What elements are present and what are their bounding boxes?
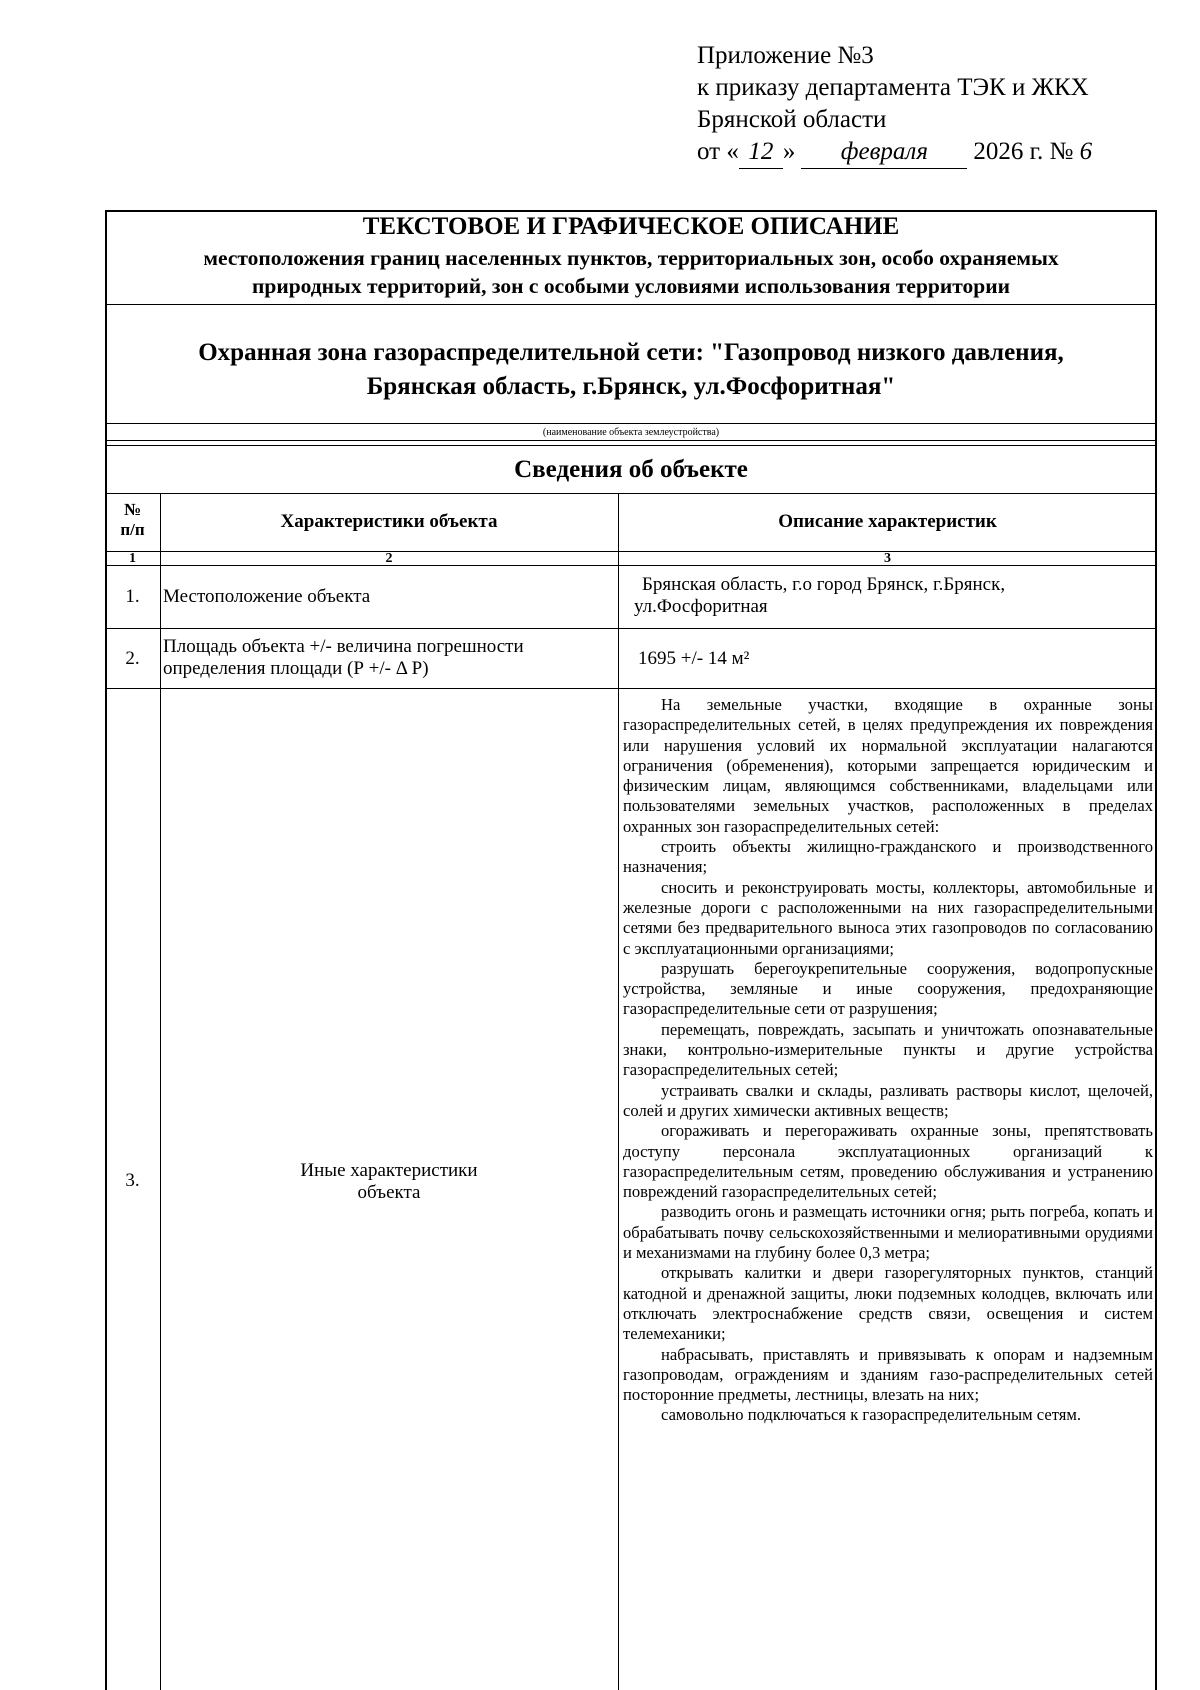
document-subtitle	[105, 244, 1157, 300]
row-2-characteristic	[163, 636, 613, 680]
row-3-characteristic-line-1: Иные характеристики	[300, 1160, 478, 1181]
row-3-characteristic	[160, 1160, 618, 1204]
table-col-divider-1	[160, 493, 161, 1690]
index-cell: 2	[385, 551, 393, 566]
description-paragraph: открывать калитки и двери газорегуляторных пунктов, станций катодной и дренажной защиты, люки подземных колодцев, включать или отключать электроснабжение средств связи, освещения и систем телемеханики;	[623, 1263, 1153, 1344]
object-name	[105, 336, 1157, 404]
date-month: февраля	[801, 136, 967, 169]
date-mid: »	[782, 138, 796, 165]
row-3-characteristic-line-2: объекта	[357, 1182, 421, 1203]
subtitle-line-1: местоположения границ населенных пунктов, территориальных зон, особо охраняемых	[203, 246, 1059, 270]
index-cell: 3	[884, 551, 891, 566]
divider	[105, 423, 1157, 424]
row-1-description-line-1: Брянская область, г.о город Брянск, г.Брянск,	[642, 574, 1006, 595]
row-2-description: 1695 +/- 14 м²	[638, 648, 750, 669]
table-row-divider	[105, 688, 1157, 689]
row-1-description-line-2: ул.Фосфоритная	[634, 596, 768, 617]
divider	[105, 440, 1157, 441]
object-name-line-1: Охранная зона газораспределительной сети: "Газопровод низкого давления,	[198, 339, 1064, 366]
col-num-header-line-2: п/п	[120, 520, 145, 539]
subtitle-line-2: природных территорий, зон с особыми условиями использования территории	[251, 274, 1011, 298]
appendix-block	[697, 40, 1092, 169]
description-paragraph: На земельные участки, входящие в охранные зоны газораспределительных сетей, в целях предупреждения их повреждения или нарушения условий их нормальной эксплуатации налагаются ограничения (обременения), которыми запрещается юридическим и физическим лицам, являющимся собственниками, владельцами или пользователями земельных участков, расположенных в пределах охранных зон газораспределительных сетей:	[623, 695, 1153, 836]
description-paragraph: разрушать берегоукрепительные сооружения, водопропускные устройства, земляные и иные сооружения, предохраняющие газораспределительные сети от разрушения;	[623, 958, 1153, 1019]
description-paragraph: набрасывать, приставлять и привязывать к опорам и надземным газопроводам, ограждениям и зданиям газо-распределительных сетей посторонние предметы, лестницы, влезать на них;	[623, 1344, 1153, 1405]
col-characteristics-header: Характеристики объекта	[280, 511, 498, 532]
row-1-characteristic: Местоположение объекта	[163, 586, 371, 607]
divider	[105, 493, 1157, 494]
object-name-line-2: Брянская область, г.Брянск, ул.Фосфоритная"	[366, 373, 896, 400]
appendix-line-1: Приложение №3	[697, 42, 874, 69]
row-3-number: 3.	[125, 1170, 140, 1191]
object-name-caption: (наименование объекта землеустройства)	[542, 427, 720, 438]
col-num-header-line-1: №	[123, 500, 142, 519]
appendix-date-line	[697, 136, 1092, 169]
description-paragraph: устраивать свалки и склады, разливать растворы кислот, щелочей, солей и других химически активных веществ;	[623, 1080, 1153, 1120]
section-title: Сведения об объекте	[514, 456, 748, 483]
description-paragraph: сносить и реконструировать мосты, коллекторы, автомобильные и железные дороги с расположенными на них газораспределительными сетями без предварительного выноса этих газопроводов по согласованию с эксплуатационными организациями;	[623, 877, 1153, 958]
table-row-divider	[105, 628, 1157, 629]
row-3-description	[623, 695, 1153, 1426]
appendix-line-3: Брянской области	[697, 106, 887, 133]
row-2-characteristic-line-2: определения площади (Р +/- Δ Р)	[163, 658, 429, 679]
row-2-number: 2.	[125, 648, 140, 669]
divider	[105, 304, 1157, 305]
description-paragraph: огораживать и перегораживать охранные зоны, препятствовать доступу персонала эксплуатационных организаций к газораспределительным сетям, проведению обслуживания и устранению повреждений газораспределительных сетей;	[623, 1121, 1153, 1202]
description-paragraph: перемещать, повреждать, засыпать и уничтожать опознавательные знаки, контрольно-измерительные пункты и другие устройства газораспределительных сетей;	[623, 1019, 1153, 1080]
row-1-number: 1.	[125, 586, 140, 607]
date-day: 12	[739, 136, 783, 169]
index-cell: 1	[129, 551, 136, 566]
document-title: ТЕКСТОВОЕ И ГРАФИЧЕСКОЕ ОПИСАНИЕ	[362, 213, 900, 240]
col-num-header	[105, 500, 160, 540]
table-index-divider	[105, 565, 1157, 566]
row-2-characteristic-line-1: Площадь объекта +/- величина погрешности	[163, 636, 524, 657]
description-paragraph: разводить огонь и размещать источники огня; рыть погреба, копать и обрабатывать почву сельскохозяйственными и мелиоративными орудиями и механизмами на глубину более 0,3 метра;	[623, 1202, 1153, 1263]
row-1-description	[634, 574, 1154, 618]
description-paragraph: самовольно подключаться к газораспределительным сетям.	[661, 1405, 1082, 1425]
divider	[105, 445, 1157, 446]
order-number: 6	[1079, 138, 1093, 165]
description-paragraph: строить объекты жилищно-гражданского и производственного назначения;	[623, 837, 1153, 877]
appendix-line-2: к приказу департамента ТЭК и ЖКХ	[697, 74, 1089, 101]
col-description-header: Описание характеристик	[778, 511, 997, 532]
date-year: 2026 г. №	[973, 138, 1074, 165]
table-header-divider	[105, 551, 1157, 552]
table-col-divider-2	[618, 688, 619, 1690]
date-prefix: от «	[697, 138, 739, 165]
